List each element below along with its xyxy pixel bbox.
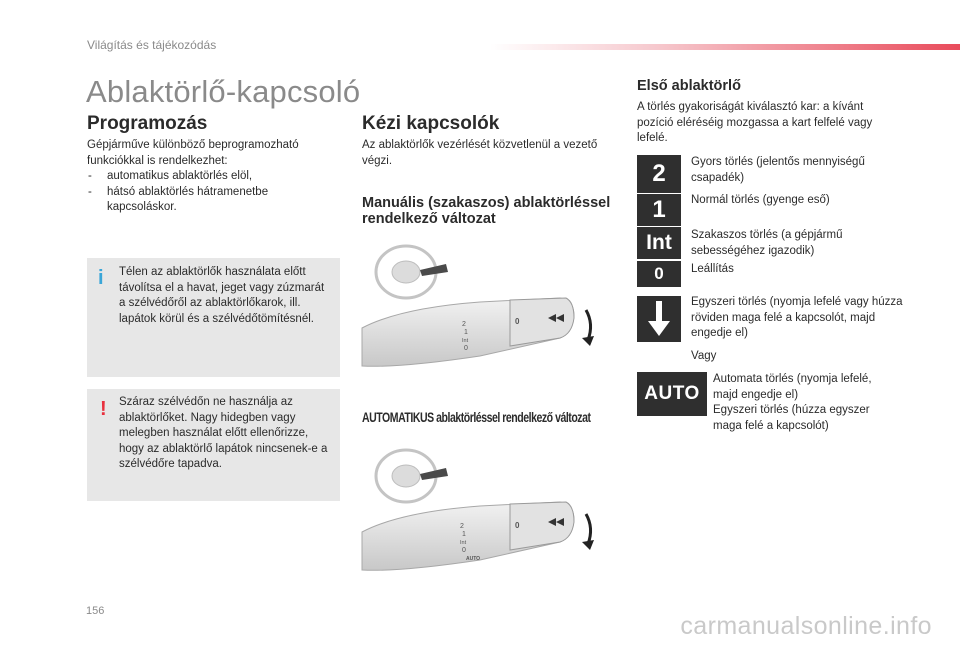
list-item: - hátsó ablaktörlés hátramenetbe kapcsoláskor. <box>87 185 327 216</box>
manual-variant-heading: Manuális (szakaszos) ablaktörléssel rendelkező változat <box>362 195 611 227</box>
front-wiper-heading: Első ablaktörlő <box>637 78 741 94</box>
position-0-text: Leállítás <box>691 263 734 275</box>
warning-note-text: Száraz szélvédőn ne használja az ablaktörlőket. Nagy hidegben vagy melegben használat előtt ellenőrizze, hogy az ablaktörlő lapátok nincsenek-e a szélvédőre tapadva. <box>119 396 328 470</box>
section-label: Világítás és tájékozódás <box>87 38 217 52</box>
warning-icon: ! <box>100 398 107 420</box>
stalk-label: 2 <box>460 523 464 530</box>
position-int-text: Szakaszos törlés (a gépjármű sebességéhez igazodik) <box>691 229 843 257</box>
programming-intro: Gépjárműve különböző beprogramozható funkciókkal is rendelkezhet: <box>87 139 299 167</box>
manual-controls-heading: Kézi kapcsolók <box>362 113 500 134</box>
single-wipe-text: Egyszeri törlés (nyomja lefelé vagy húzza röviden maga felé a kapcsolót, majd engedje el) <box>691 296 903 339</box>
rear-wiper-label: 0 <box>515 317 520 326</box>
warning-note <box>87 389 340 501</box>
auto-wipe-text: Automata törlés (nyomja lefelé, majd engedje el) <box>713 373 872 401</box>
or-label: Vagy <box>691 350 717 362</box>
auto-single-wipe-text: Egyszeri törlés (húzza egyszer maga felé a kapcsolót) <box>713 404 870 432</box>
manual-controls-intro: Az ablaktörlők vezérlését közvetlenül a vezető végzi. <box>362 139 598 167</box>
info-icon: i <box>98 267 104 289</box>
stalk-label: 1 <box>462 531 466 538</box>
info-note <box>87 258 340 377</box>
auto-stalk-illustration <box>360 440 610 580</box>
position-int-symbol: Int <box>637 226 681 259</box>
position-0-symbol: 0 <box>637 260 681 287</box>
stalk-label: 0 <box>462 547 466 554</box>
rear-wiper-label: 0 <box>515 521 520 530</box>
page-title: Ablaktörlő-kapcsoló <box>86 74 361 109</box>
header-accent-bar <box>490 44 960 50</box>
programming-heading: Programozás <box>87 113 208 134</box>
position-1-text: Normál törlés (gyenge eső) <box>691 194 830 206</box>
stalk-label: 2 <box>462 321 466 328</box>
stalk-label: 1 <box>464 329 468 336</box>
steering-stalk-illustration-manual <box>360 238 610 383</box>
position-1-symbol: 1 <box>637 193 681 226</box>
stalk-label: AUTO <box>466 556 481 562</box>
stalk-label: Int <box>462 338 469 344</box>
position-2-symbol: 2 <box>637 155 681 193</box>
stalk-label: 0 <box>464 345 468 352</box>
auto-symbol: AUTO <box>637 372 707 416</box>
position-2-text: Gyors törlés (jelentős mennyiségű csapadék) <box>691 156 865 184</box>
front-wiper-intro: A törlés gyakoriságát kiválasztó kar: a kívánt pozíció eléréséig mozgassa a kart felfelé vagy lefelé. <box>637 101 873 144</box>
manual-stalk-illustration <box>360 238 610 383</box>
single-wipe-down-arrow-icon <box>637 296 681 342</box>
steering-stalk-illustration-auto <box>360 440 610 580</box>
info-note-text: Télen az ablaktörlők használata előtt távolítsa el a havat, jeget vagy zúzmarát a szélvédőről az ablaktörlőkarok, ill. lapátok körül és a szélvédőtömítésnél. <box>119 266 325 325</box>
list-item: - automatikus ablaktörlés elöl, <box>87 169 327 185</box>
stalk-label: Int <box>460 540 467 546</box>
auto-variant-heading: AUTOMATIKUS ablaktörléssel rendelkező változat <box>362 410 591 425</box>
page-number: 156 <box>86 605 105 617</box>
watermark: carmanualsonline.info <box>680 612 932 640</box>
programming-list <box>87 169 327 216</box>
